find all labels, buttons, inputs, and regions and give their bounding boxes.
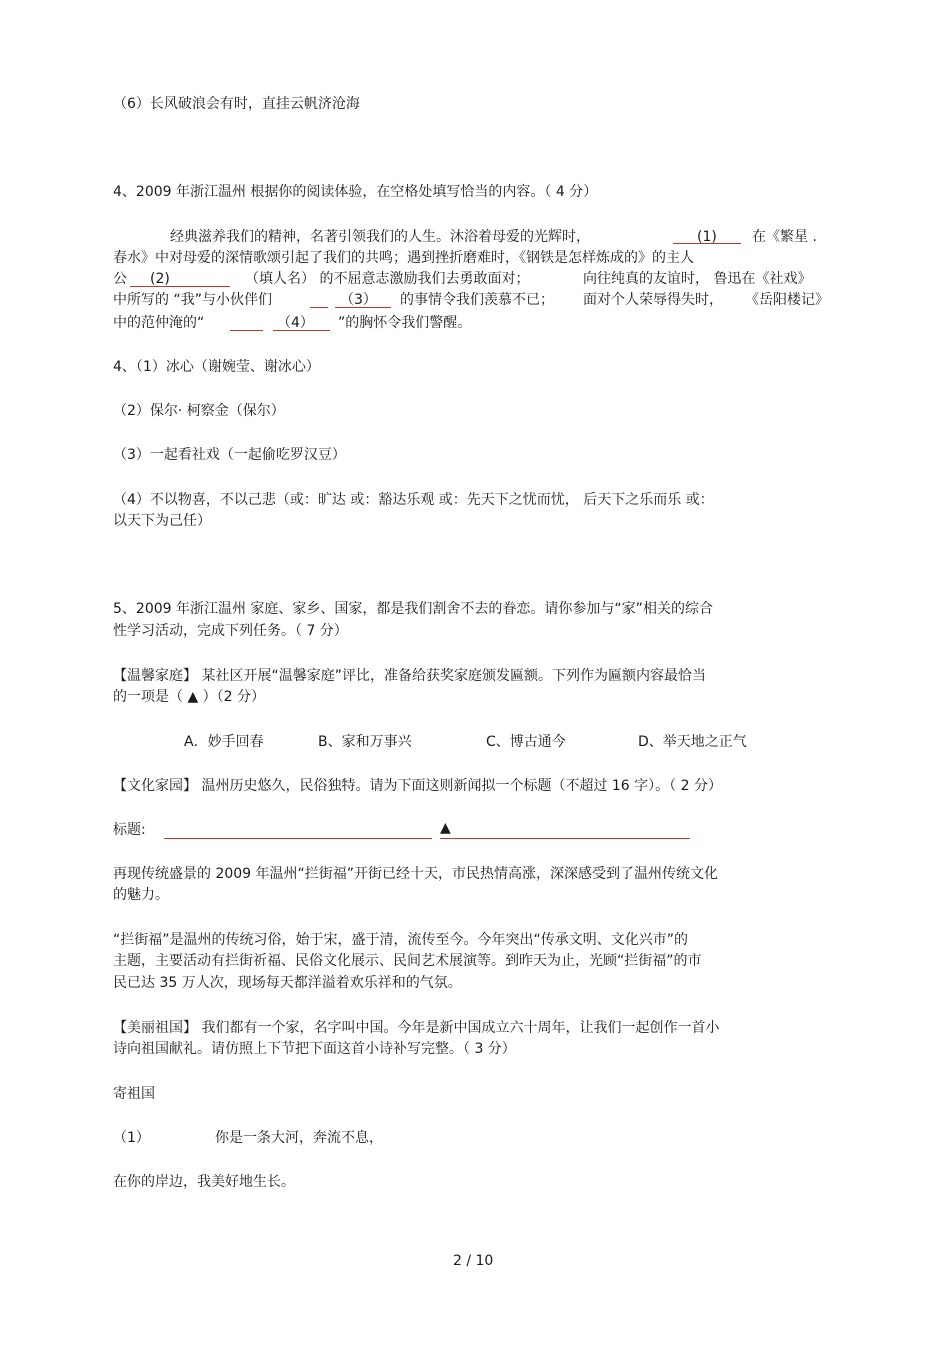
q4-paragraph-line1-end: 在《繁星 . (752, 229, 817, 245)
q4-paragraph-line5-end: ”的胸怀令我们警醒。 (338, 315, 472, 331)
q4-paragraph-line1: 经典滋养我们的精神，名著引领我们的人生。沐浴着母爱的光辉时， (170, 229, 590, 245)
beautiful-country-line1: 【美丽祖国】 我们都有一个家，名字叫中国。今年是新中国成立六十周年，让我们一起创作一首小 (113, 1020, 720, 1036)
culture-home-line: 【文化家园】 温州历史悠久，民俗独特。请为下面这则新闻拟一个标题（不超过 16 字）。（ 2 分） (113, 778, 722, 794)
option-b: B、家和万事兴 (318, 734, 412, 750)
question-5-title-line2: 性学习活动，完成下列任务。（ 7 分） (113, 623, 348, 639)
news-paragraph-1-line2: 的魅力。 (113, 887, 169, 903)
q4-blank-1-label: (1) (697, 229, 717, 245)
answer-4-1: 4、（1）冰心（谢婉莹、谢冰心） (113, 359, 320, 375)
answer-4-4: （4）不以物喜，不以己悲（或：旷达 或：豁达乐观 或：先天下之忧而忧， 后天下之乐而乐 或： (113, 492, 714, 508)
question-4-title: 4、2009 年浙江温州 根据你的阅读体验，在空格处填写恰当的内容。（ 4 分） (113, 184, 598, 200)
q4-paragraph-line4-start: 中所写的 “我”与小伙伴们 (113, 292, 272, 308)
news-paragraph-2-line1: “拦街福”是温州的传统习俗，始于宋，盛于清，流传至今。今年突出“传承文明、文化兴市”的 (113, 932, 689, 948)
page-number: 2 / 10 (453, 1253, 494, 1269)
poem-title: 寄祖国 (113, 1086, 155, 1102)
option-d: D、举天地之正气 (638, 734, 747, 750)
title-answer-line-right (440, 838, 690, 839)
q4-paragraph-line3-start: 公 (113, 271, 127, 287)
poem-stanza-number: （1） (113, 1130, 150, 1146)
q4-blank-3-label: （3） (340, 292, 377, 308)
warm-family-line1: 【温馨家庭】 某社区开展“温馨家庭”评比，准备给获奖家庭颁发匾额。下列作为匾额内容最恰当 (113, 668, 706, 684)
news-paragraph-1-line1: 再现传统盛景的 2009 年温州“拦街福”开街已经十天，市民热情高涨，深深感受到了温州传统文化 (113, 866, 719, 882)
answer-4-3: （3）一起看社戏（一起偷吃罗汉豆） (113, 447, 346, 463)
question-5-title-line1: 5、2009 年浙江温州 家庭、家乡、国家，都是我们割舍不去的眷恋。请你参加与“家”相关的综合 (113, 601, 713, 617)
title-label: 标题: (113, 822, 146, 838)
title-answer-marker: ▲ (440, 820, 451, 836)
q4-paragraph-line3-mid: （填人名） 的不屈意志激励我们去勇敢面对； (245, 271, 530, 287)
q4-paragraph-line4-mid2: 面对个人荣辱得失时， (583, 292, 723, 308)
q4-blank-2-line (130, 286, 230, 287)
title-answer-line-left (164, 838, 432, 839)
beautiful-country-line2: 诗向祖国献礼。请仿照上下节把下面这首小诗补写完整。（ 3 分） (113, 1041, 516, 1057)
q4-blank-4-label: （4） (277, 315, 314, 331)
q4-blank-2-label: (2) (150, 271, 170, 287)
poem-line-1: 你是一条大河，奔流不息， (215, 1130, 383, 1146)
q4-paragraph-line4-mid: 的事情令我们羡慕不已； (400, 292, 554, 308)
q4-blank-3a-line (310, 307, 328, 308)
answer-4-2: （2）保尔· 柯察金（保尔） (113, 403, 285, 419)
q4-paragraph-line5-start: 中的范仲淹的“ (113, 315, 205, 331)
news-paragraph-2-line3: 民已达 35 万人次，现场每天都洋溢着欢乐祥和的气氛。 (113, 975, 462, 991)
news-paragraph-2-line2: 主题，主要活动有拦街祈福、民俗文化展示、民间艺术展演等。到昨天为止，光顾“拦街福”的市 (113, 953, 702, 969)
q3-item-6: （6）长风破浪会有时，直挂云帆济沧海 (113, 96, 360, 112)
q4-paragraph-line4-end: 《岳阳楼记》 (745, 292, 829, 308)
q4-blank-4a-line (230, 330, 263, 331)
q4-paragraph-line3-end: 向往纯真的友谊时， 鲁迅在《社戏》 (583, 271, 812, 287)
option-a: A．妙手回春 (184, 734, 264, 750)
q4-paragraph-line2: 春水》中对母爱的深情歌颂引起了我们的共鸣；遇到挫折磨难时，《钢铁是怎样炼成的》的主人 (113, 250, 694, 266)
option-c: C、博古通今 (486, 734, 566, 750)
poem-line-2: 在你的岸边，我美好地生长。 (113, 1174, 295, 1190)
answer-4-4-continued: 以天下为己任） (113, 513, 211, 529)
warm-family-line2: 的一项是（ ▲ ）（2 分） (113, 689, 266, 705)
